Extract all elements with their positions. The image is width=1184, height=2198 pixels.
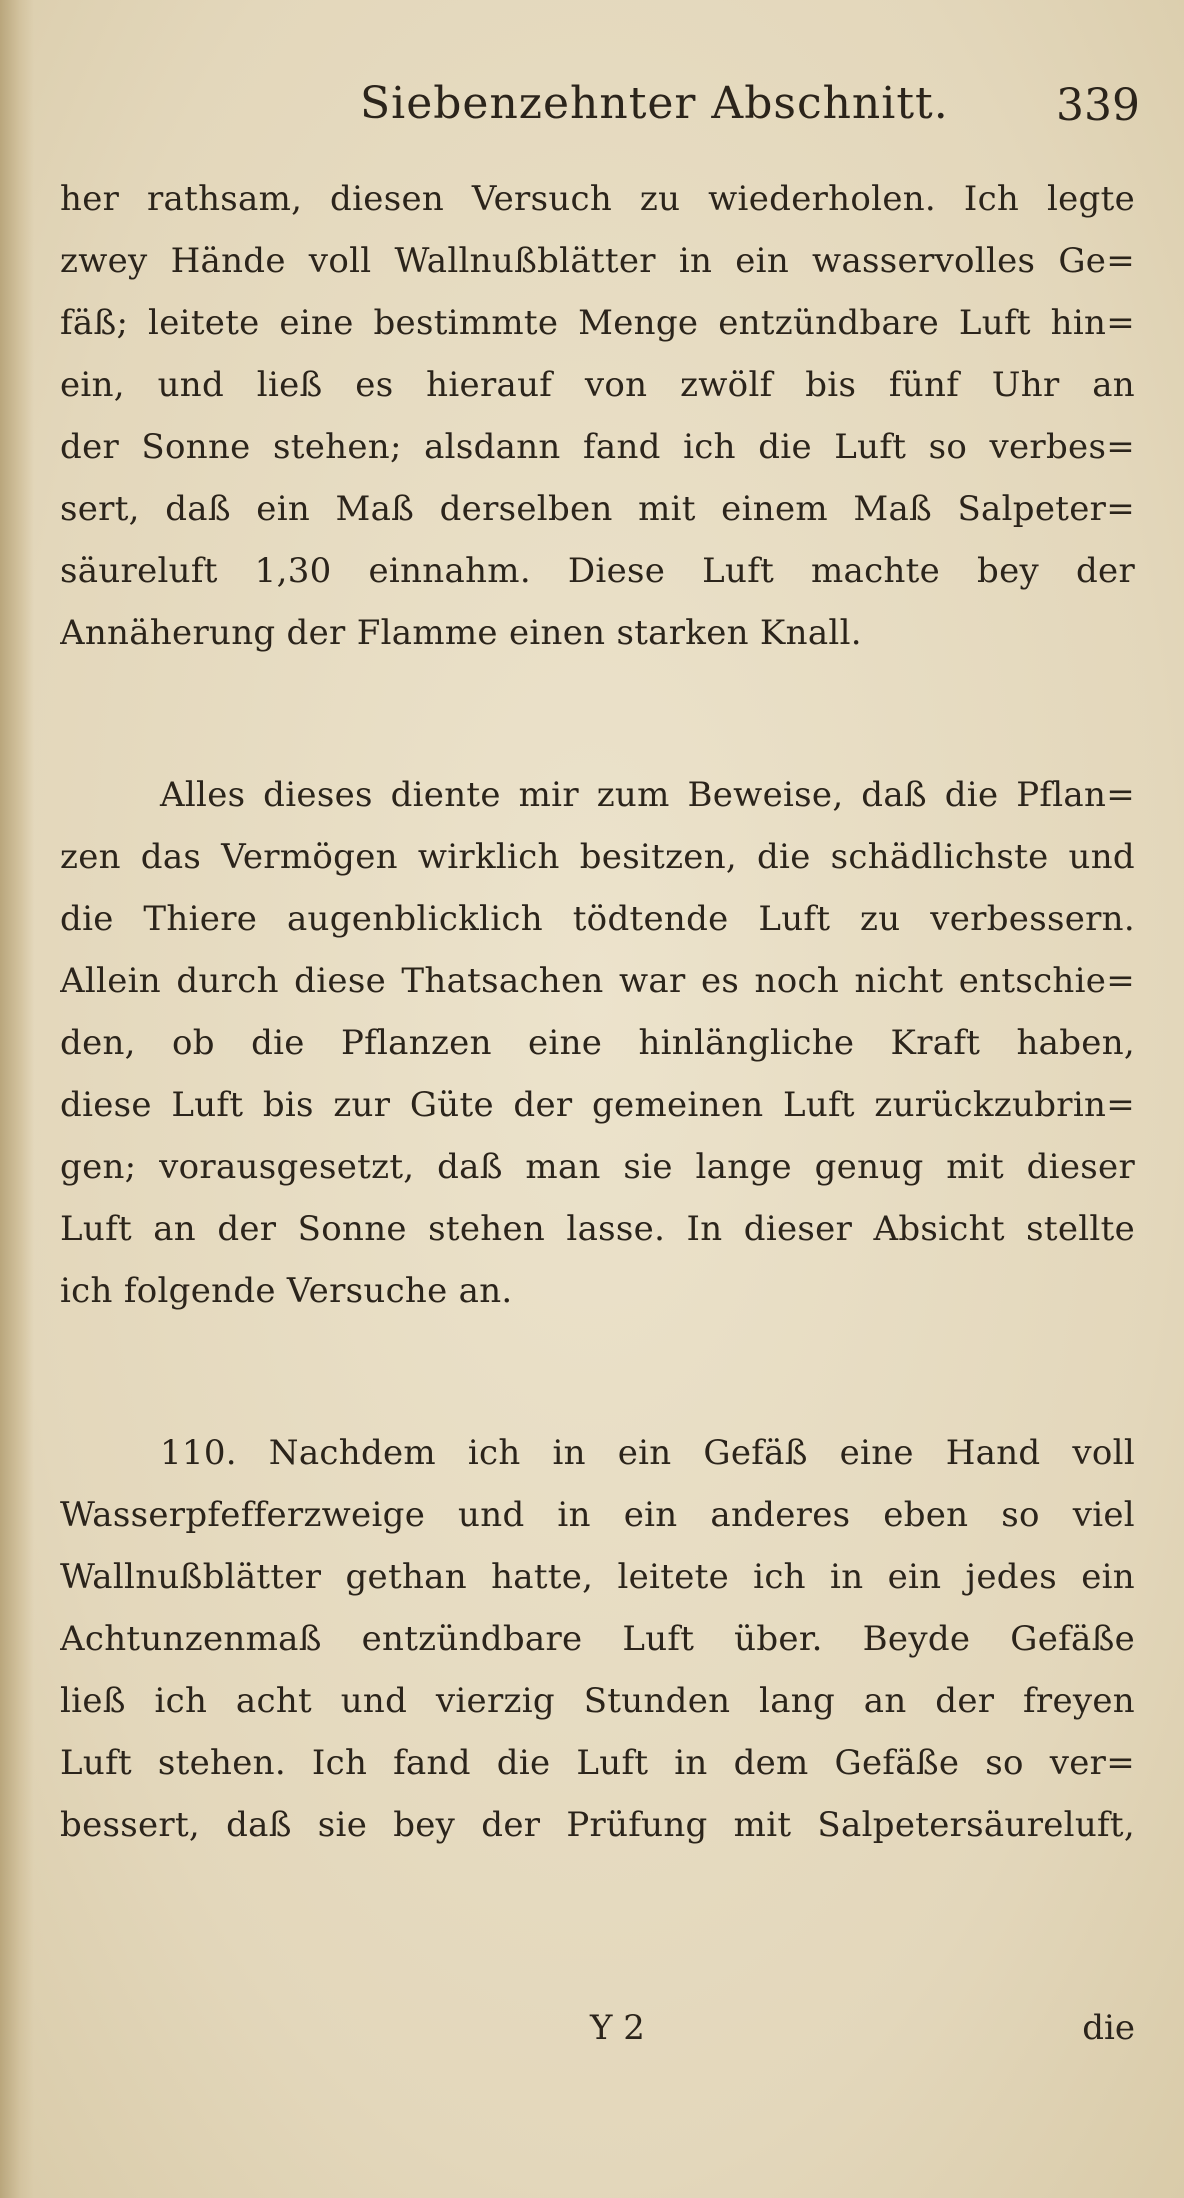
paragraph-gap xyxy=(60,664,1135,764)
text-line: säureluft 1,30 einnahm. Diese Luft machte bey der xyxy=(60,551,1135,591)
text-line: Wallnußblätter gethan hatte, leitete ich in ein jedes ein xyxy=(60,1557,1135,1597)
paragraph xyxy=(60,764,1135,1322)
text-line: Alles dieses diente mir zum Beweise, daß die Pflan= xyxy=(160,775,1135,815)
signature-mark: Y 2 xyxy=(590,2008,645,2048)
text-line: sert, daß ein Maß derselben mit einem Maß Salpeter= xyxy=(60,489,1135,529)
text-line: ließ ich acht und vierzig Stunden lang an der freyen xyxy=(60,1681,1135,1721)
text-line: Wasserpfefferzweige und in ein anderes eben so viel xyxy=(60,1495,1135,1535)
text-line: Luft an der Sonne stehen lasse. In dieser Absicht stellte xyxy=(60,1209,1135,1249)
paragraph xyxy=(60,168,1135,664)
text-line: zen das Vermögen wirklich besitzen, die schädlichste und xyxy=(60,837,1135,877)
text-line: 110. Nachdem ich in ein Gefäß eine Hand voll xyxy=(160,1433,1135,1473)
text-line: her rathsam, diesen Versuch zu wiederholen. Ich legte xyxy=(60,179,1135,219)
paragraph xyxy=(60,1422,1135,1856)
text-line: Allein durch diese Thatsachen war es noch nicht entschie= xyxy=(60,961,1135,1001)
running-head: Siebenzehnter Abschnitt. xyxy=(360,78,949,129)
text-line: den, ob die Pflanzen eine hinlängliche Kraft haben, xyxy=(60,1023,1135,1063)
text-line: ein, und ließ es hierauf von zwölf bis fünf Uhr an xyxy=(60,365,1135,405)
text-line: gen; vorausgesetzt, daß man sie lange genug mit dieser xyxy=(60,1147,1135,1187)
text-line: der Sonne stehen; alsdann fand ich die Luft so verbes= xyxy=(60,427,1135,467)
text-line: Luft stehen. Ich fand die Luft in dem Gefäße so ver= xyxy=(60,1743,1135,1783)
paragraph-gap xyxy=(60,1322,1135,1422)
text-line: Achtunzenmaß entzündbare Luft über. Beyde Gefäße xyxy=(60,1619,1135,1659)
page-gutter-shadow xyxy=(0,0,34,2198)
page-number: 339 xyxy=(1056,80,1140,131)
body-text xyxy=(60,168,1135,1856)
text-line: diese Luft bis zur Güte der gemeinen Luft zurückzubrin= xyxy=(60,1085,1135,1125)
text-line: ich folgende Versuche an. xyxy=(60,1271,513,1311)
text-line: fäß; leitete eine bestimmte Menge entzündbare Luft hin= xyxy=(60,303,1135,343)
text-line: die Thiere augenblicklich tödtende Luft zu verbessern. xyxy=(60,899,1135,939)
text-line: bessert, daß sie bey der Prüfung mit Salpetersäureluft, xyxy=(60,1805,1135,1845)
text-line: Annäherung der Flamme einen starken Knall. xyxy=(60,613,862,653)
text-line: zwey Hände voll Wallnußblätter in ein wasservolles Ge= xyxy=(60,241,1135,281)
page-footer xyxy=(60,2008,1135,2068)
catchword: die xyxy=(1082,2008,1135,2048)
page-header xyxy=(60,78,1140,148)
